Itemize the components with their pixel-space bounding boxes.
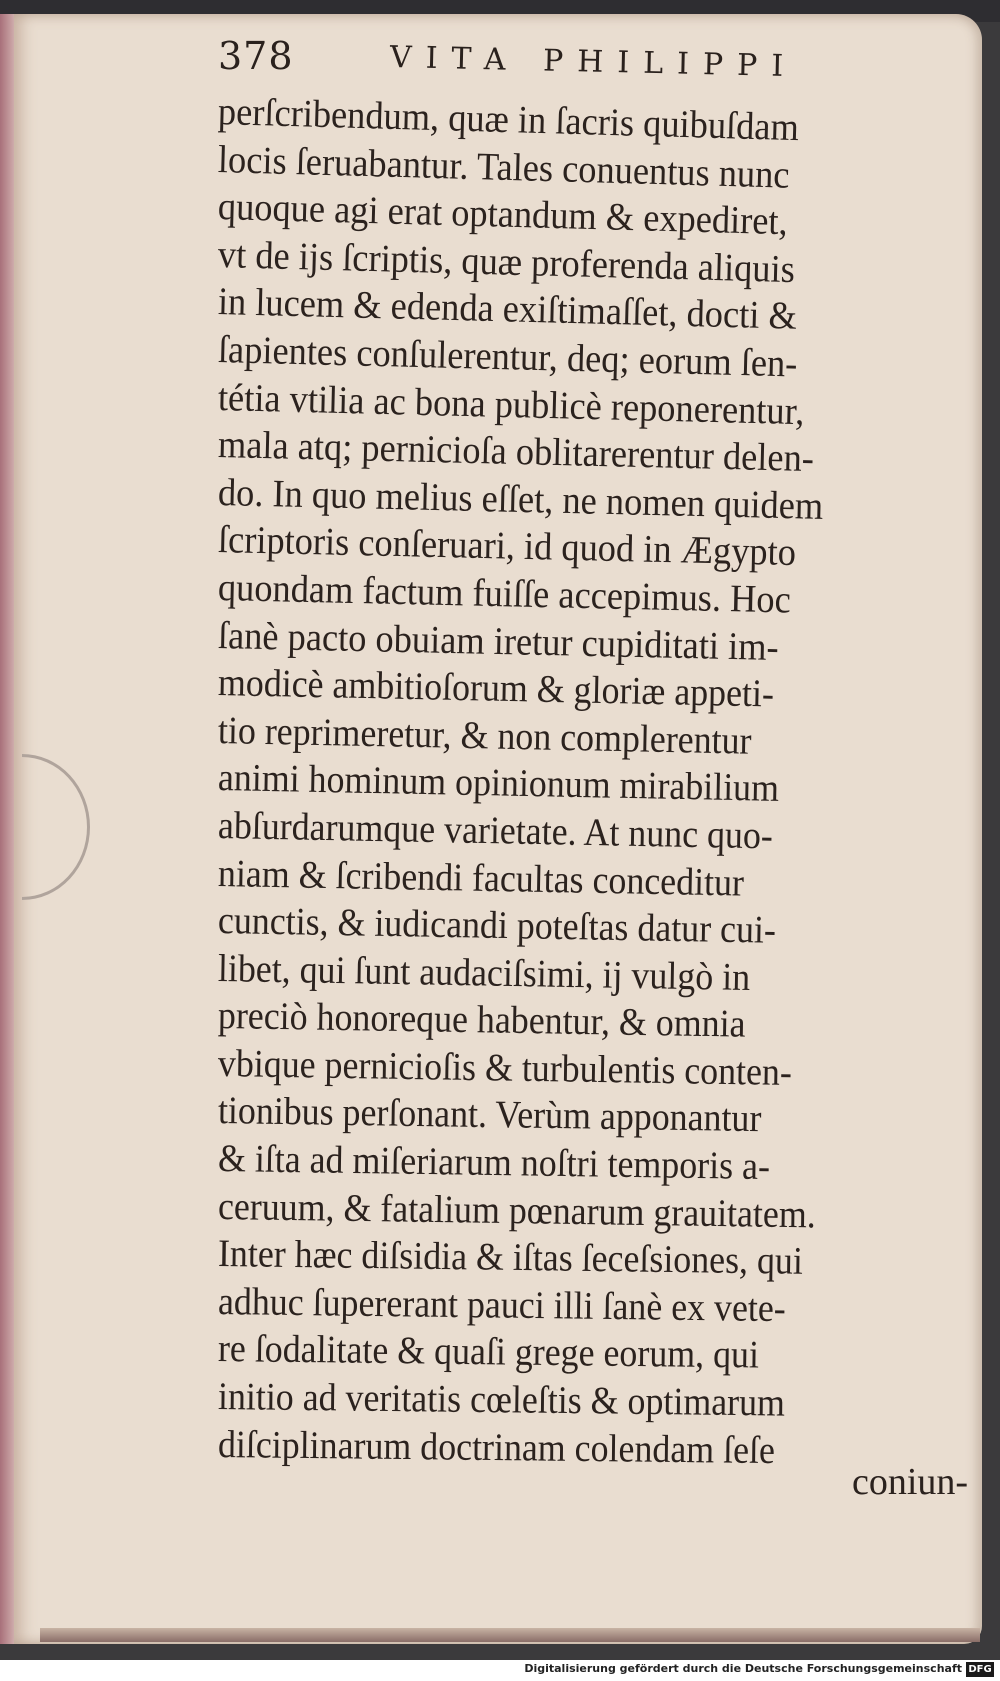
text-line: quoque agi erat optandum & expediret, [217, 185, 789, 244]
text-line: diſciplinarum doctrinam colendam ſeſe [217, 1422, 776, 1472]
dfg-logo: DFG [966, 1662, 994, 1677]
text-line: initio ad veritatis cœleſtis & optimarum [217, 1375, 786, 1425]
catchword: coniun- [852, 1461, 969, 1503]
text-line: perſcribendum, quæ in ſacris quibuſdam [217, 90, 800, 150]
page-bottom-edge [40, 1628, 980, 1642]
funding-credit: Digitalisierung gefördert durch die Deutsche Forschungsgemeinschaft [524, 1662, 962, 1675]
text-line: in lucem & edenda exiſtimaſſet, docti & [217, 280, 798, 339]
clip-mark [14, 754, 90, 900]
text-line: locis ſeruabantur. Tales conuentus nunc [217, 137, 791, 197]
text-line: do. In quo melius eſſet, ne nomen quidem [217, 470, 824, 528]
text-line: tionibus perſonant. Verùm apponantur [217, 1089, 762, 1141]
text-line: & iſta ad miſeriarum noſtri temporis a- [217, 1137, 771, 1189]
text-line: adhuc ſupererant pauci illi ſanè ex vete- [217, 1279, 787, 1330]
text-line: tétia vtilia ac bona publicè reponerentur, [217, 375, 805, 433]
text-line: animi hominum opinionum mirabilium [217, 756, 780, 811]
text-line: abſurdarumque varietate. At nunc quo- [217, 803, 774, 858]
page-header [218, 30, 918, 86]
digitization-footer [0, 1660, 1000, 1681]
running-head: VITA PHILIPPI [389, 40, 798, 85]
text-line: mala atq; pernicioſa oblitarerentur delen- [217, 423, 815, 481]
text-line: preciò honoreque habentur, & omnia [217, 994, 746, 1046]
text-line: vt de ijs ſcriptis, quæ proferenda aliquis [217, 232, 796, 291]
body-text [217, 88, 968, 1472]
text-line: ſanè pacto obuiam iretur cupiditati im- [217, 613, 780, 669]
text-line: re ſodalitate & quaſi grege eorum, qui [217, 1327, 760, 1377]
text-line: modicè ambitioſorum & gloriæ appeti- [217, 661, 775, 716]
text-line: quondam factum fuiſſe accepimus. Hoc [217, 565, 792, 622]
text-line: ceruum, & fatalium pœnarum grauitatem. [217, 1184, 817, 1237]
text-line: ſcriptoris conſeruari, id quod in Ægypto [217, 518, 797, 575]
text-line: Inter hæc diſsidia & iſtas ſeceſsiones, qui [217, 1232, 804, 1284]
text-line: niam & ſcribendi facultas conceditur [217, 851, 745, 905]
text-line: vbique pernicioſis & turbulentis conten- [217, 1041, 793, 1094]
text-line: ſapientes conſulerentur, deq; eorum ſen- [217, 327, 798, 386]
text-line: tio reprimeretur, & non complerentur [217, 708, 752, 763]
text-line: libet, qui ſunt audaciſsimi, ij vulgò in [217, 946, 751, 999]
page-number: 378 [218, 34, 294, 78]
text-line: cunctis, & iudicandi poteſtas datur cui- [217, 899, 777, 952]
